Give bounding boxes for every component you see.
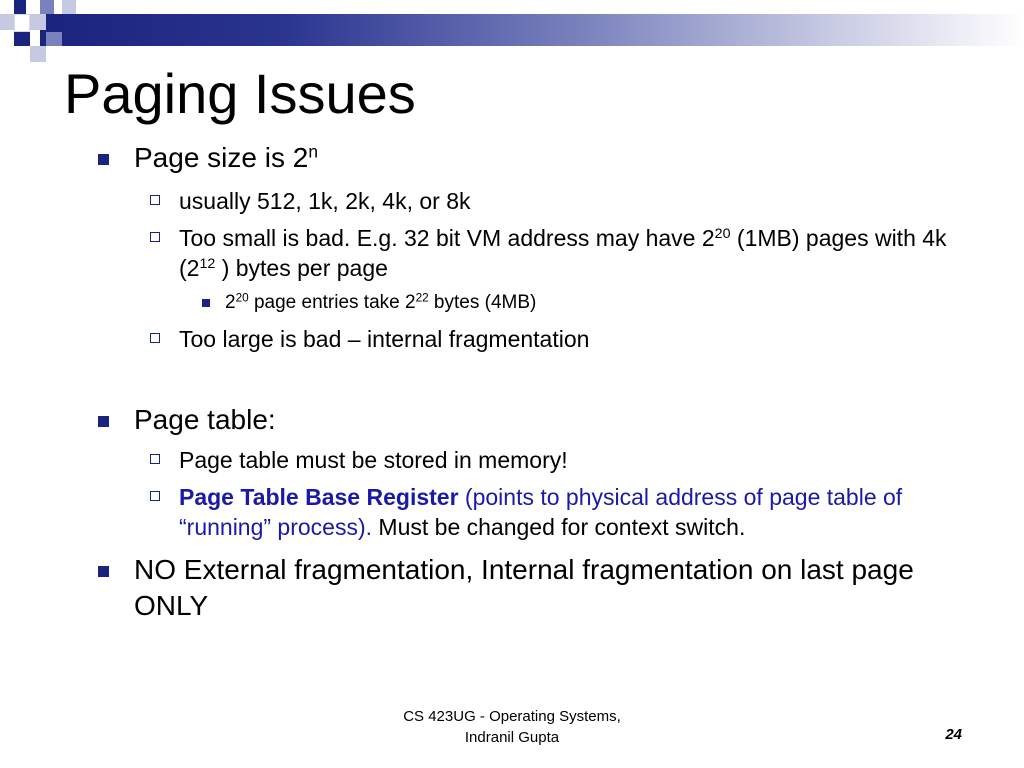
- title-bar-gradient: [40, 14, 1024, 46]
- slide-title: Paging Issues: [64, 62, 416, 125]
- footer-author: Indranil Gupta: [464, 729, 560, 746]
- footer-course: CS 423UG - Operating Systems,: [403, 708, 621, 725]
- subbullet-page-table-base-register: Page Table Base Register (points to physical address of page table of “running” process). Must be changed for context switch.: [179, 482, 979, 542]
- subbullet-too-small: Too small is bad. E.g. 32 bit VM address may have $2^{20}$ (1MB) pages with 4k ($2^{12}$ ) bytes per page: [179, 223, 979, 283]
- subbullet-usual-sizes: usually 512, 1k, 2k, 4k, or 8k: [179, 186, 979, 216]
- subbullet-stored-in-memory: Page table must be stored in memory!: [179, 445, 979, 475]
- slide-footer: [392, 706, 632, 748]
- bullet-page-table: Page table:: [134, 402, 964, 438]
- page-number: 24: [945, 726, 962, 743]
- bullet-no-external-fragmentation: NO External fragmentation, Internal fragmentation on last page ONLY: [134, 552, 964, 624]
- subbullet-too-large: Too large is bad – internal fragmentation: [179, 324, 979, 354]
- subsubbullet-page-entries: $2^{20}$ page entries take $2^{22}$ bytes (4MB): [225, 290, 925, 316]
- bullet-page-size: Page size is 2$^n$: [134, 140, 964, 176]
